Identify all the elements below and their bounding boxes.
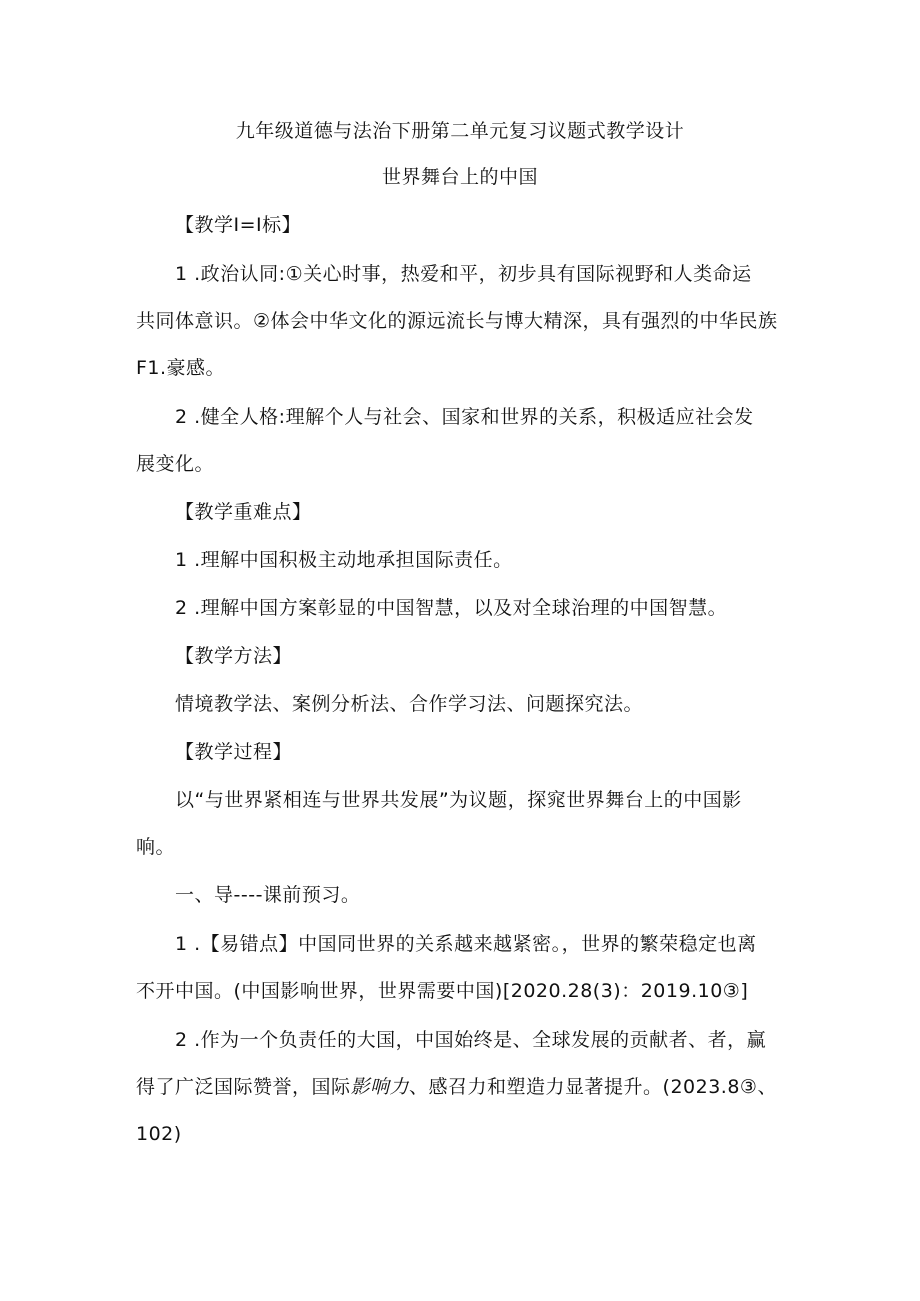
goals-item1-line1: 1 .政治认同:①关心时事，热爱和平，初步具有国际视野和人类命运	[175, 263, 752, 285]
key-points-heading: 【教学重难点】	[175, 501, 312, 523]
process-p2-line2-part-a: 得了广泛国际赞誉，国际	[136, 1076, 351, 1098]
goals-item2-line2: 展变化。	[136, 453, 215, 475]
goals-heading: 【教学I=I标】	[175, 214, 302, 236]
process-p2-line2	[136, 1074, 777, 1100]
key-points-item1: 1 .理解中国积极主动地承担国际责任。	[175, 549, 513, 571]
process-p1-line2: 不开中国。(中国影响世界，世界需要中国)[2020.28(3)：2019.10③]	[136, 980, 749, 1002]
process-intro-line2: 响。	[136, 836, 176, 858]
methods-heading: 【教学方法】	[175, 645, 293, 667]
key-points-item2: 2 .理解中国方案彰显的中国智慧，以及对全球治理的中国智慧。	[175, 597, 728, 619]
process-p2-line3: 102)	[136, 1123, 182, 1145]
process-p1-line1: 1 .【易错点】中国同世界的关系越来越紧密。，世界的繁荣稳定也离	[175, 933, 757, 955]
methods-text: 情境教学法、案例分析法、合作学习法、问题探究法。	[175, 693, 644, 715]
goals-item1-line2: 共同体意识。②体会中华文化的源远流长与博大精深，具有强烈的中华民族	[136, 310, 778, 332]
process-p2-line1: 2 .作为一个负责任的大国，中国始终是、全球发展的贡献者、者，赢	[175, 1029, 767, 1051]
process-part1-heading: 一、导----课前预习。	[175, 884, 361, 906]
document-title: 九年级道德与法治下册第二单元复习议题式教学设计	[235, 120, 685, 142]
document-subtitle: 世界舞台上的中国	[381, 166, 538, 188]
goals-item1-line3: F1.豪感。	[136, 357, 226, 379]
process-heading: 【教学过程】	[175, 741, 293, 763]
process-p2-line2-italic: 影响力	[350, 1076, 410, 1098]
goals-item2-line1: 2 .健全人格:理解个人与社会、国家和世界的关系，积极适应社会发	[175, 406, 754, 428]
process-p2-line2-part-c: 、感召力和塑造力显著提升。(2023.8③、	[409, 1076, 777, 1098]
process-intro-line1: 以“与世界紧相连与世界共发展”为议题，探窕世界舞台上的中国影	[175, 789, 742, 811]
